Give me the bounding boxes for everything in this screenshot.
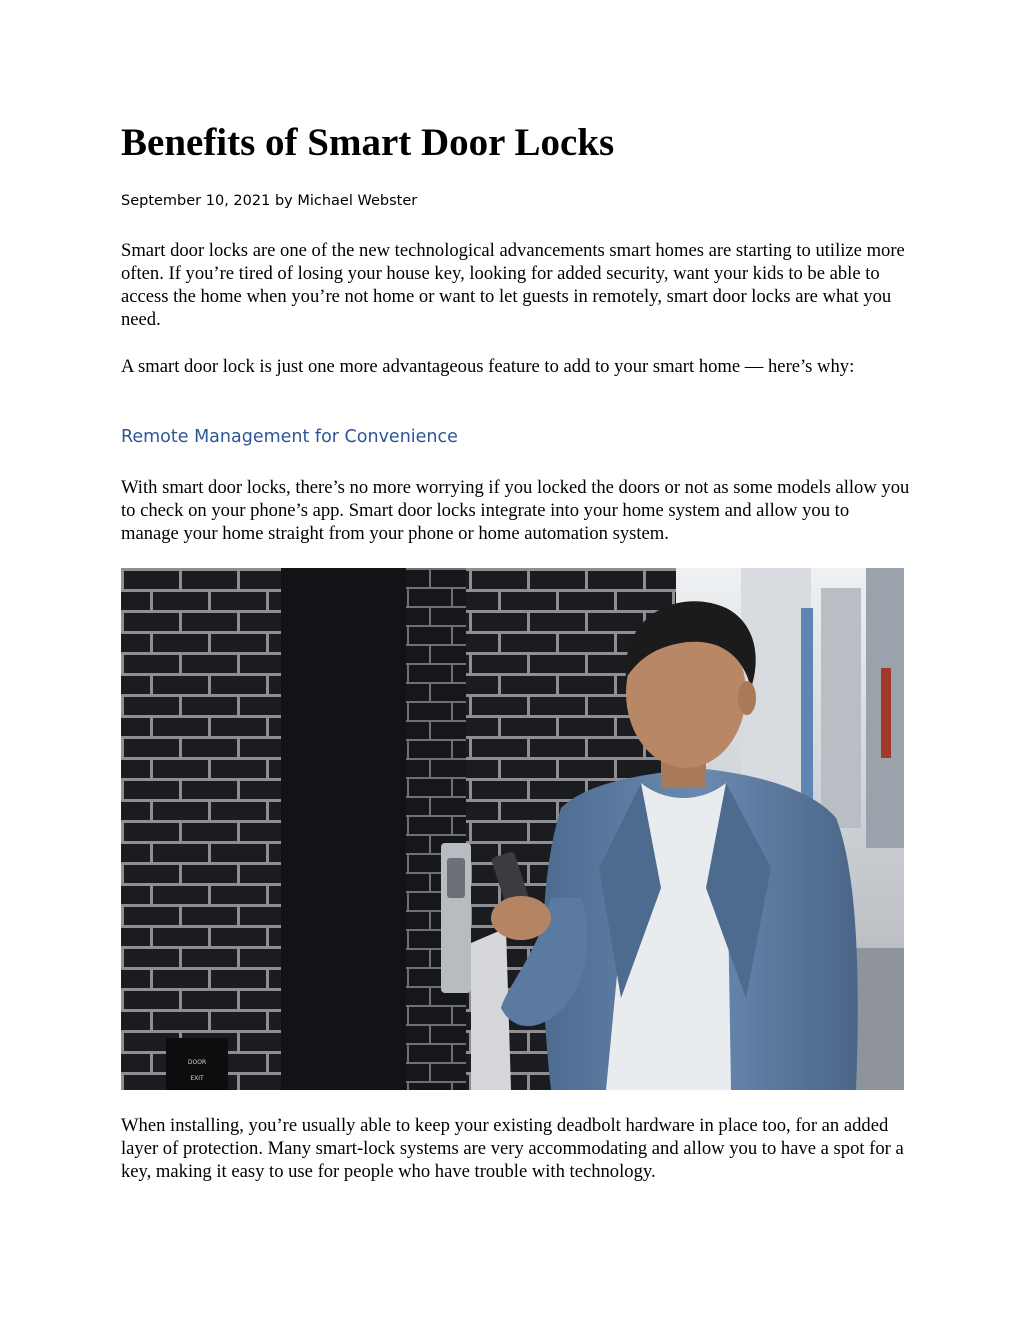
section-heading-remote-management: Remote Management for Convenience [121,427,458,447]
section-paragraph-2: When installing, you’re usually able to keep your existing deadbolt hardware in place too, for an added layer of protection. Many smart-lock systems are very accommodating and allow you to have a spot for a key, making it easy to use for people who have trouble with technology. [121,1115,904,1182]
intro-paragraph: Smart door locks are one of the new technological advancements smart homes are starting to utilize more often. If you’re tired of losing your house key, looking for added security, want your kids to be able to access the home when you’re not home or want to let guests in remotely, smart door locks are what you need. [121,240,905,330]
author-name: Michael Webster [297,193,418,209]
transition-paragraph: A smart door lock is just one more advantageous feature to add to your smart home — here’s why: [121,356,855,377]
byline-word: by [274,193,293,209]
article-photo [121,568,904,1090]
article-title: Benefits of Smart Door Locks [121,121,615,164]
photo-man-with-phone-at-door [121,568,904,1090]
article-meta [121,190,417,212]
publish-date: September 10, 2021 [121,193,271,209]
section-paragraph-1: With smart door locks, there’s no more worrying if you locked the doors or not as some models allow you to check on your phone’s app. Smart door locks integrate into your home system and allow you to manage your home straight from your phone or home automation system. [121,477,910,544]
sign-text-exit: EXIT [190,1075,204,1082]
sign-text-door: DOOR [187,1059,207,1066]
